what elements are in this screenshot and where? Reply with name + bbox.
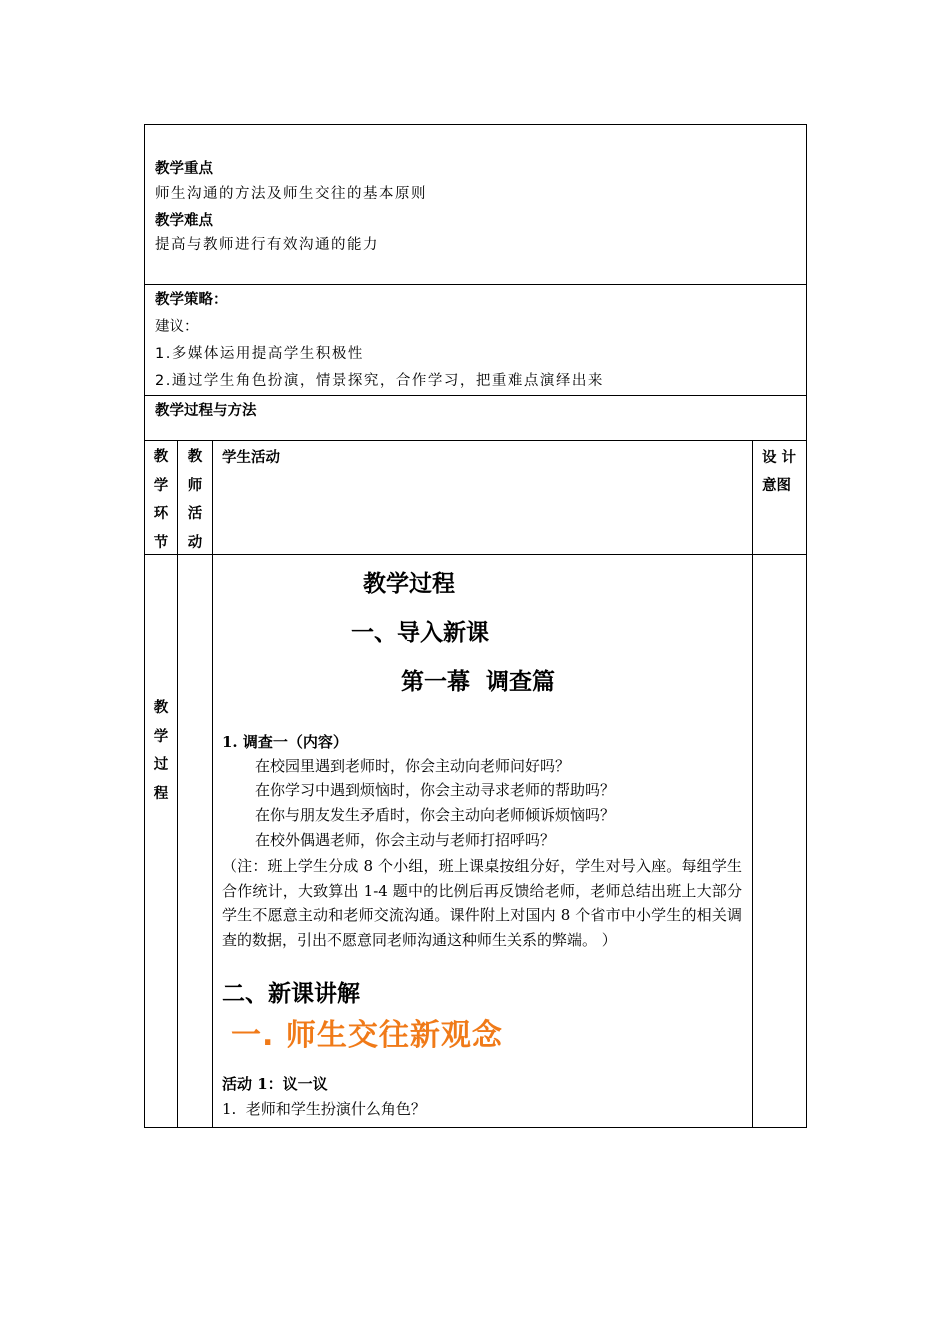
survey-note: （注：班上学生分成 8 个小组，班上课桌按组分好，学生对号入座。每组学生合作统计，大致算出 1-4 题中的比例后再反馈给老师，老师总结出班上大部分学生不愿意主动和老师交流沟通。课件附上对国内 8 个省市中小学生的相关调查的数据，引出不愿意同老师沟通这种师生关系的弊端。 ） xyxy=(222,857,742,949)
focus-title: 教学重点 xyxy=(155,160,213,177)
header-student-activity: 学生活动 xyxy=(222,449,280,466)
lesson-plan-table xyxy=(144,124,807,1128)
header-teaching-stage: 教 学 环 节 xyxy=(153,448,169,551)
process-content-row xyxy=(145,555,806,1127)
activity-question-1: 1. 老师和学生扮演什么角色？ xyxy=(222,1100,426,1118)
part2-heading: 二、新课讲解 xyxy=(222,980,360,1007)
survey-question-3: 在你与朋友发生矛盾时，你会主动向老师倾诉烦恼吗？ xyxy=(255,806,616,824)
focus-text: 师生沟通的方法及师生交往的基本原则 xyxy=(155,186,427,202)
header-teacher-activity: 教 师 活 动 xyxy=(187,448,203,551)
process-method-title: 教学过程与方法 xyxy=(155,402,257,419)
focus-row xyxy=(145,125,806,285)
strategy-item-2: 2.通过学生角色扮演，情景探究，合作学习，把重难点演绎出来 xyxy=(155,373,604,389)
column-divider xyxy=(177,555,178,1127)
process-method-row xyxy=(145,396,806,441)
strategy-row xyxy=(145,285,806,396)
strategy-title: 教学策略： xyxy=(155,291,228,308)
survey-question-2: 在你学习中遇到烦恼时，你会主动寻求老师的帮助吗？ xyxy=(255,781,616,799)
column-divider xyxy=(212,441,213,554)
header-design-intent-2: 意图 xyxy=(762,477,791,494)
survey-question-1: 在校园里遇到老师时，你会主动向老师问好吗？ xyxy=(255,757,571,775)
act1-heading: 第一幕 调查篇 xyxy=(401,668,556,695)
survey-question-4: 在校外偶遇老师，你会主动与老师打招呼吗？ xyxy=(255,831,556,849)
process-title: 教学过程 xyxy=(363,570,455,597)
strategy-suggest: 建议： xyxy=(155,319,199,335)
activity-title: 活动 1：议一议 xyxy=(222,1075,328,1093)
header-design-intent-1: 设 计 xyxy=(762,449,797,466)
column-divider xyxy=(177,441,178,554)
process-stage-label: 教 学 过 程 xyxy=(153,699,169,802)
part1-heading: 一、导入新课 xyxy=(351,619,489,646)
concept-headline: 一. 师生交往新观念 xyxy=(231,1018,503,1053)
column-divider xyxy=(212,555,213,1127)
column-divider xyxy=(752,555,753,1127)
difficulty-title: 教学难点 xyxy=(155,212,213,229)
survey-title: 1. 调查一（内容） xyxy=(222,733,348,751)
difficulty-text: 提高与教师进行有效沟通的能力 xyxy=(155,237,379,253)
column-header-row xyxy=(145,441,806,555)
column-divider xyxy=(752,441,753,554)
strategy-item-1: 1.多媒体运用提高学生积极性 xyxy=(155,346,364,362)
